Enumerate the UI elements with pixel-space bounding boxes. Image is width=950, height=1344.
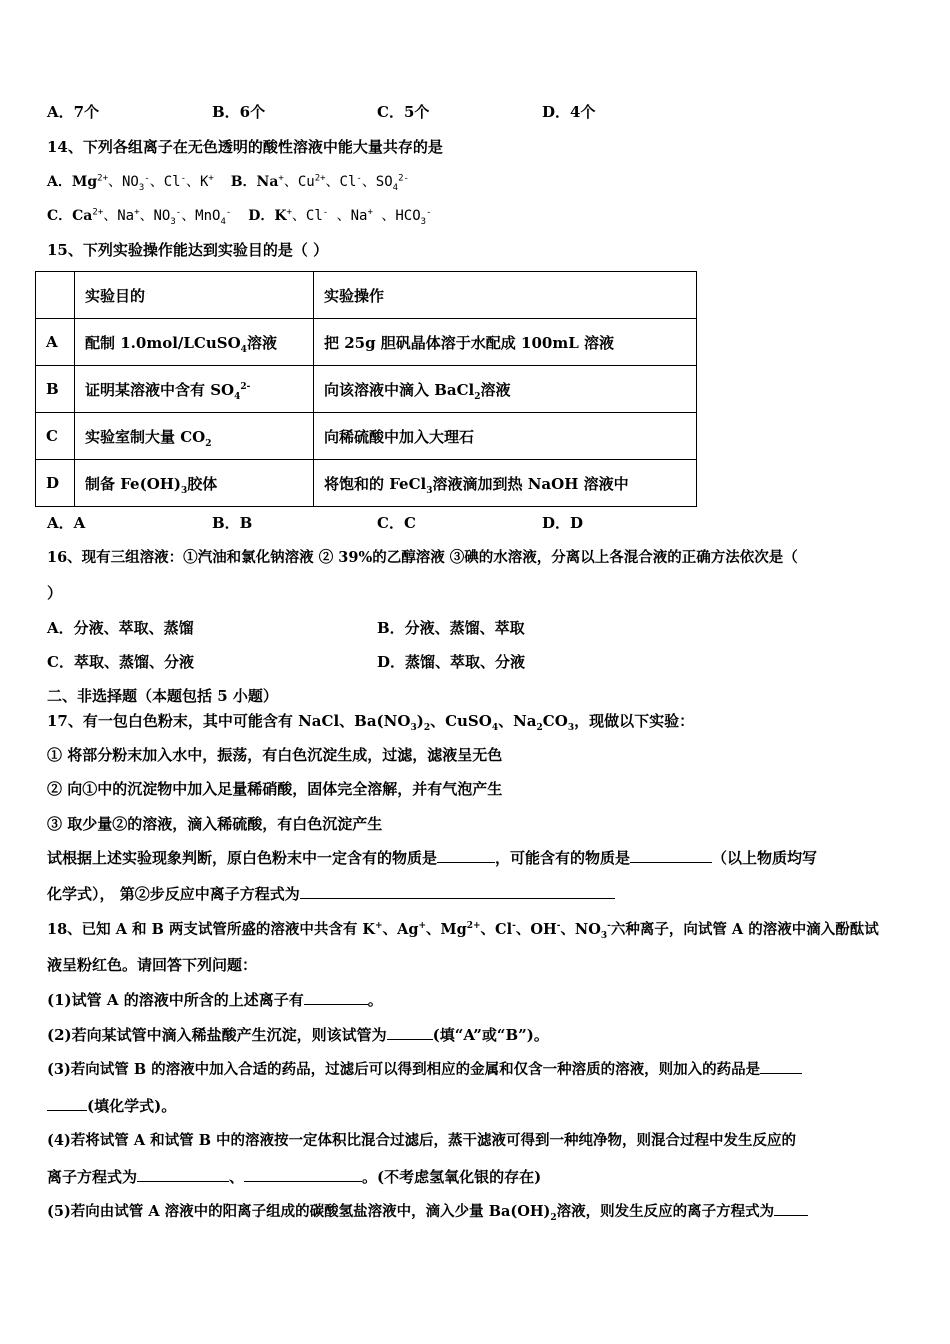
q14-options-cd: C．$Ca^{2+}$、Na+、$NO_3^-$、MnO$_4$- D．K+、Cl- 、Na+ 、$HCO_3^-$: [47, 207, 432, 227]
q13-option-a: A．7个: [47, 103, 100, 121]
q18-stem: 18、已知 A 和 B 两支试管所盛的溶液中共含有 K+、Ag+、$Mg^{2+}$、Cl-、OH-、$NO_3^-$六种离子，向试管 A 的溶液中滴入酚酞试: [47, 921, 879, 941]
q18-part2: (2)若向某试管中滴入稀盐酸产生沉淀，则该试管为 (填“A”或“B”)。: [47, 1026, 549, 1044]
q17-question-cont: 化学式）， 第②步反应中离子方程式为: [47, 884, 615, 904]
q16-option-a: A．分液、萃取、蒸馏: [47, 619, 194, 637]
q14-options-ab: A．$Mg^{2+}$、$NO_3^-$、Cl-、K+ B．Na+、$Cu^{2+}$、Cl-、$SO_4^{2-}$: [47, 173, 409, 193]
q13-option-b: B．6个: [212, 103, 266, 121]
table-header-row: [36, 272, 697, 319]
q18-part1: (1)试管 A 的溶液中所含的上述离子有 。: [47, 991, 383, 1009]
q14-option-d-label: D．K: [248, 208, 287, 224]
q15-stem: 15、下列实验操作能达到实验目的是（ ）: [47, 241, 329, 259]
table-header-operation: 实验操作: [314, 272, 697, 319]
q16-option-b: B．分液、蒸馏、萃取: [377, 619, 525, 637]
row-purpose: 制备 $Fe(OH)_3$胶体: [75, 460, 314, 507]
answer-blank[interactable]: [244, 1181, 362, 1182]
q13-option-d: D．4个: [542, 103, 596, 121]
q17-question: 试根据上述实验现象判断，原白色粉末中一定含有的物质是 ，可能含有的物质是 （以上物质均写: [47, 849, 818, 867]
table-row: [36, 460, 697, 507]
answer-blank[interactable]: [760, 1073, 802, 1074]
section-title: 二、非选择题（本题包括 5 小题）: [47, 687, 278, 705]
row-purpose: 证明某溶液中含有 $SO_4^{2-}$: [75, 366, 314, 413]
table-row: [36, 366, 697, 413]
table-header-purpose: 实验目的: [75, 272, 314, 319]
q17-stem: 17、有一包白色粉末，其中可能含有 NaCl、$Ba(NO_3)_2$、CuSO$_4$、$Na_2CO_3$，现做以下实验：: [47, 712, 695, 733]
q17-step3: ③ 取少量②的溶液，滴入稀硫酸，有白色沉淀产生: [47, 815, 383, 833]
q15-option-b: B．B: [212, 514, 253, 532]
q18-stem-cont: 液呈粉红色。请回答下列问题：: [47, 956, 258, 974]
row-key: B: [36, 366, 75, 413]
answer-blank[interactable]: [137, 1181, 229, 1182]
table-row: [36, 319, 697, 366]
row-key: C: [36, 413, 75, 460]
answer-blank[interactable]: [774, 1215, 808, 1216]
table-cell-empty: [36, 272, 75, 319]
answer-blank[interactable]: [437, 862, 495, 863]
row-purpose: 实验室制大量 $CO_2$: [75, 413, 314, 460]
row-key: A: [36, 319, 75, 366]
row-operation: 将饱和的 FeCl$_3$溶液滴加到热 NaOH 溶液中: [314, 460, 697, 507]
row-purpose: 配制 1.0mol/LCuSO$_4$溶液: [75, 319, 314, 366]
q13-option-c: C．5个: [377, 103, 430, 121]
q15-table: [35, 271, 697, 507]
table-row: [36, 413, 697, 460]
q16-option-d: D．蒸馏、萃取、分液: [377, 653, 526, 671]
row-operation: 向稀硫酸中加入大理石: [314, 413, 697, 460]
q16-option-c: C．萃取、蒸馏、分液: [47, 653, 194, 671]
q15-option-d: D．D: [542, 514, 584, 532]
q14-option-a-label: A．Mg: [47, 174, 98, 190]
q14-option-c-label: C．Ca: [47, 208, 93, 224]
q18-part5: (5)若向由试管 A 溶液中的阳离子组成的碳酸氢盐溶液中，滴入少量 $Ba(OH)_2$溶液，则发生反应的离子方程式为: [47, 1202, 808, 1222]
q18-part4-cont: 离子方程式为 、 。(不考虑氢氧化银的存在): [47, 1168, 542, 1186]
q18-part4: (4)若将试管 A 和试管 B 中的溶液按一定体积比混合过滤后，蒸干滤液可得到一种纯净物，则混合过程中发生反应的: [47, 1132, 797, 1149]
q18-part3: (3)若向试管 B 的溶液中加入合适的药品，过滤后可以得到相应的金属和仅含一种溶质的溶液，则加入的药品是: [47, 1060, 802, 1080]
row-operation: 把 25g 胆矾晶体溶于水配成 100mL 溶液: [314, 319, 697, 366]
row-key: D: [36, 460, 75, 507]
answer-blank[interactable]: [387, 1039, 433, 1040]
answer-blank[interactable]: [47, 1110, 87, 1111]
q18-part3-cont: (填化学式)。: [47, 1096, 176, 1116]
q16-stem-cont: ）: [47, 584, 63, 602]
q14-stem: 14、下列各组离子在无色透明的酸性溶液中能大量共存的是: [47, 138, 443, 156]
q16-stem: 16、现有三组溶液：①汽油和氯化钠溶液 ② 39%的乙醇溶液 ③碘的水溶液，分离以上各混合液的正确方法依次是（: [47, 549, 798, 566]
q15-option-a: A．A: [47, 514, 86, 532]
answer-blank[interactable]: [300, 898, 615, 899]
answer-blank[interactable]: [304, 1004, 368, 1005]
q17-step1: ① 将部分粉末加入水中，振荡，有白色沉淀生成，过滤，滤液呈无色: [47, 746, 503, 764]
q17-step2: ② 向①中的沉淀物中加入足量稀硝酸，固体完全溶解，并有气泡产生: [47, 780, 503, 798]
q15-option-c: C．C: [377, 514, 416, 532]
answer-blank[interactable]: [630, 862, 712, 863]
q14-option-b-label: B．Na: [230, 174, 279, 190]
row-operation: 向该溶液中滴入 BaCl$_2$溶液: [314, 366, 697, 413]
